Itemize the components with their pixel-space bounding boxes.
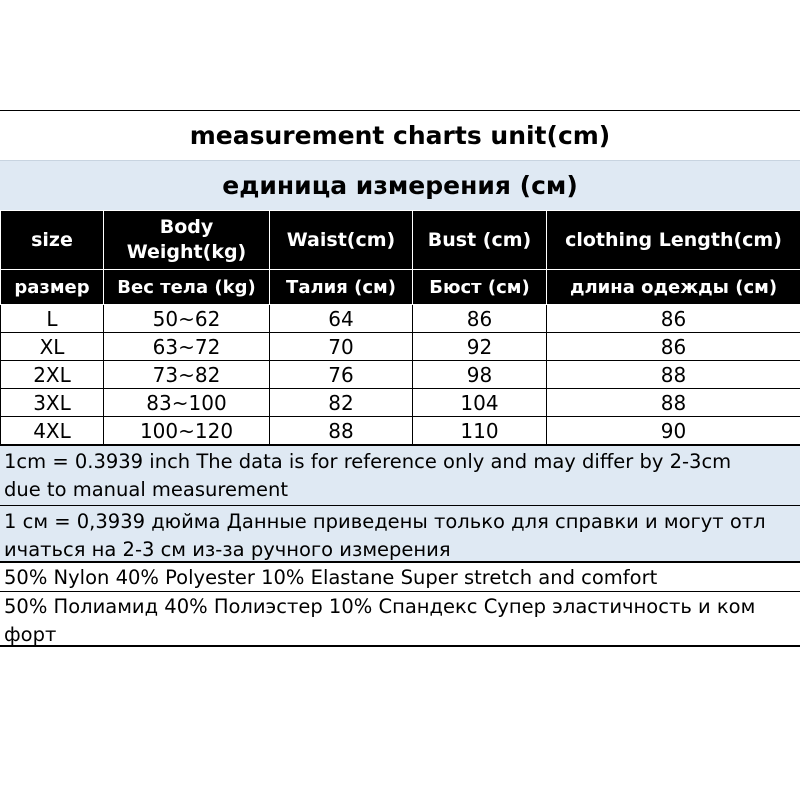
cell-size: 4XL xyxy=(1,417,104,445)
table-row xyxy=(1,333,800,361)
cell-weight: 73~82 xyxy=(104,361,270,389)
cell-waist: 82 xyxy=(270,389,413,417)
cell-length: 86 xyxy=(547,305,800,333)
cell-waist: 88 xyxy=(270,417,413,445)
size-chart xyxy=(0,110,800,647)
header-size: size xyxy=(1,211,104,270)
cell-weight: 83~100 xyxy=(104,389,270,417)
table-row xyxy=(1,305,800,333)
cell-length: 88 xyxy=(547,389,800,417)
title-english: measurement charts unit(cm) xyxy=(0,110,800,160)
cell-size: 3XL xyxy=(1,389,104,417)
header-clothing-length: clothing Length(cm) xyxy=(547,211,800,270)
reference-note-english xyxy=(0,445,800,505)
reference-note-english-line1: 1cm = 0.3939 inch The data is for reference only and may differ by 2-3cm xyxy=(4,450,732,473)
title-russian: единица измерения (см) xyxy=(0,160,800,210)
header-row-russian xyxy=(1,270,800,305)
cell-size: XL xyxy=(1,333,104,361)
header-body-weight-ru: Вес тела (kg) xyxy=(104,270,270,305)
header-clothing-length-ru: длина одежды (см) xyxy=(547,270,800,305)
reference-note-russian-line1: 1 см = 0,3939 дюйма Данные приведены только для справки и могут отл xyxy=(4,510,766,533)
material-note-russian-line2: форт xyxy=(4,623,57,646)
reference-note-english-line2: due to manual measurement xyxy=(4,478,288,501)
cell-length: 90 xyxy=(547,417,800,445)
cell-size: L xyxy=(1,305,104,333)
header-row-english xyxy=(1,211,800,270)
cell-bust: 110 xyxy=(413,417,547,445)
cell-bust: 104 xyxy=(413,389,547,417)
cell-bust: 98 xyxy=(413,361,547,389)
table-row xyxy=(1,389,800,417)
header-bust: Bust (cm) xyxy=(413,211,547,270)
table-row xyxy=(1,417,800,445)
material-note-russian xyxy=(0,591,800,647)
reference-note-russian-line2: ичаться на 2-3 см из-за ручного измерения xyxy=(4,538,451,561)
cell-bust: 86 xyxy=(413,305,547,333)
header-waist-ru: Талия (см) xyxy=(270,270,413,305)
header-body-weight: Body Weight(kg) xyxy=(104,211,270,270)
header-size-ru: размер xyxy=(1,270,104,305)
cell-weight: 100~120 xyxy=(104,417,270,445)
material-note-english xyxy=(0,561,800,591)
cell-size: 2XL xyxy=(1,361,104,389)
cell-length: 86 xyxy=(547,333,800,361)
cell-waist: 76 xyxy=(270,361,413,389)
cell-weight: 50~62 xyxy=(104,305,270,333)
measurement-table xyxy=(0,210,800,445)
cell-waist: 64 xyxy=(270,305,413,333)
header-bust-ru: Бюст (см) xyxy=(413,270,547,305)
cell-waist: 70 xyxy=(270,333,413,361)
header-waist: Waist(cm) xyxy=(270,211,413,270)
reference-note-russian xyxy=(0,505,800,561)
material-note-english-line: 50% Nylon 40% Polyester 10% Elastane Super stretch and comfort xyxy=(4,566,658,589)
cell-length: 88 xyxy=(547,361,800,389)
cell-weight: 63~72 xyxy=(104,333,270,361)
material-note-russian-line1: 50% Полиамид 40% Полиэстер 10% Спандекс Супер эластичность и ком xyxy=(4,595,756,618)
cell-bust: 92 xyxy=(413,333,547,361)
table-row xyxy=(1,361,800,389)
